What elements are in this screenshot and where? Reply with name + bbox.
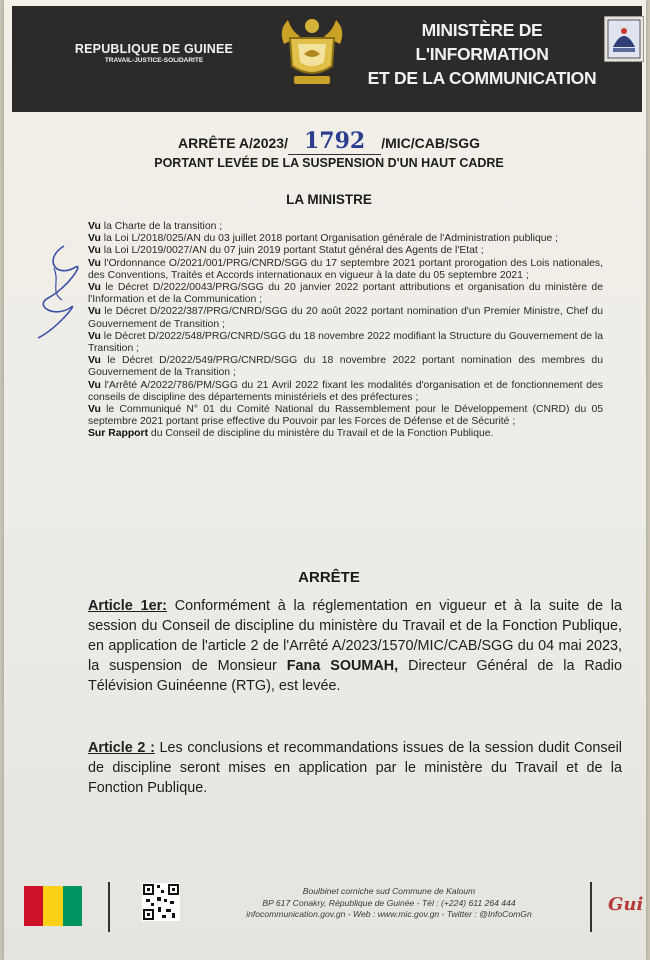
- article-label: Article 1er:: [88, 598, 167, 614]
- republic-name: REPUBLIQUE DE GUINEE: [74, 42, 234, 56]
- arrete-heading: ARRÊTE: [298, 569, 360, 586]
- footer-divider: [590, 882, 592, 932]
- decree-suffix: /MIC/CAB/SGG: [381, 135, 480, 151]
- document-page: [4, 0, 646, 960]
- article-label: Article 2 :: [88, 740, 155, 756]
- person-name: Fana SOUMAH,: [286, 658, 399, 674]
- address-line-3: infocommunication.gov.gn - Web : www.mic.gov.gn - Twitter : @InfoComGn: [246, 909, 532, 919]
- decree-subtitle: PORTANT LEVÉE DE LA SUSPENSION D'UN HAUT CADRE: [154, 156, 504, 170]
- footer-divider: [108, 882, 110, 932]
- guinea-flag-icon: [24, 886, 82, 926]
- consideration-item: Vu l'Ordonnance O/2021/001/PRG/CNRD/SGG du 17 septembre 2021 portant prorogation des Lois nationales, des Conventions, Traités et Accords internationaux en vigueur à la date du 05 septembre 2021 ;: [88, 257, 603, 281]
- consideration-item: Vu l'Arrêté A/2022/786/PM/SGG du 21 Avril 2022 fixant les modalités d'organisation et de fonctionnement des conseils de discipline des départements ministériels et des préfectures ;: [88, 379, 603, 403]
- consideration-item: Vu le Décret D/2022/0043/PRG/SGG du 20 janvier 2022 portant attributions et organisation du ministère de l'Information et de la Communication ;: [88, 282, 603, 306]
- national-motto: TRAVAIL-JUSTICE-SOLIDARITE: [104, 57, 204, 64]
- article-2: Article 2 : Les conclusions et recommandations issues de la session dudit Conseil de discipline seront mises en application par le ministère du Travail et de la Fonction Publique.: [88, 740, 622, 796]
- ministry-logo-icon: [604, 16, 644, 62]
- consideration-item: Vu le Décret D/2022/549/PRG/CNRD/SGG du 18 novembre 2022 portant nomination des membres du Gouvernement de la Transition ;: [88, 355, 603, 379]
- letterhead-footer: [4, 878, 650, 948]
- address-line-1: Boulbinet corniche sud Commune de Kaloum: [302, 886, 476, 896]
- ministry-name: [367, 18, 597, 90]
- consideration-item: Vu le Communiqué N° 01 du Comité National du Rassemblement pour le Développement (CNRD) du 05 septembre 2021 portant prise effective du Pouvoir par les Forces de Défense et de Sécurité ;: [88, 404, 603, 428]
- ministry-address: [194, 886, 584, 921]
- republic-block: [54, 42, 254, 64]
- consideration-item: Vu le Décret D/2022/548/PRG/CNRD/SGG du 18 novembre 2022 modifiant la Structure du Gouvernement de la Transition ;: [88, 330, 603, 355]
- address-line-2: BP 617 Conakry, République de Guinée - Tél : (+224) 611 264 444: [262, 897, 516, 908]
- coat-of-arms-icon: [274, 14, 350, 90]
- article-1: Article 1er: Conformément à la réglementation en vigueur et à la suite de la session du Conseil de discipline du ministère du Travail et de la Fonction Publique, en application de l'article 2 de l'Arrêté A/2023/1570/MIC/CAB/SGG du 04 mai 2023, la suspension de Monsieur Fana SOUMAH, Directeur Général de la Radio Télévision Guinéenne (RTG), est levée.: [88, 598, 623, 694]
- consideration-item: Vu la Loi L/2019/0027/AN du 07 juin 2019 portant Statut général des Agents de l'Etat ;: [88, 245, 484, 257]
- ministry-line-2: ET DE LA COMMUNICATION: [367, 68, 597, 88]
- authority-heading: LA MINISTRE: [286, 192, 372, 207]
- consideration-item: Vu le Décret D/2022/387/PRG/CNRD/SGG du 20 août 2022 portant nomination d'un Premier Ministre, Chef du Gouvernement de Transition ;: [88, 306, 603, 330]
- decree-number: 1792: [288, 128, 381, 155]
- qr-code-icon: [142, 883, 180, 921]
- handwritten-signature-icon: [24, 238, 94, 348]
- considerations-list: [88, 221, 603, 441]
- decree-prefix: ARRÊTE A/2023/: [178, 135, 288, 151]
- letterhead-banner: [12, 6, 642, 112]
- decree-reference: [4, 128, 650, 154]
- consideration-item: Vu la Loi L/2018/025/AN du 03 juillet 2018 portant Organisation générale de l'Administration publique ;: [88, 233, 559, 245]
- footer-logo: Gui: [608, 894, 644, 915]
- ministry-line-1: MINISTÈRE DE L'INFORMATION: [415, 20, 549, 64]
- consideration-item: Vu la Charte de la transition ;: [88, 221, 223, 232]
- consideration-item: Sur Rapport du Conseil de discipline du ministère du Travail et de la Fonction Publique.: [88, 428, 494, 440]
